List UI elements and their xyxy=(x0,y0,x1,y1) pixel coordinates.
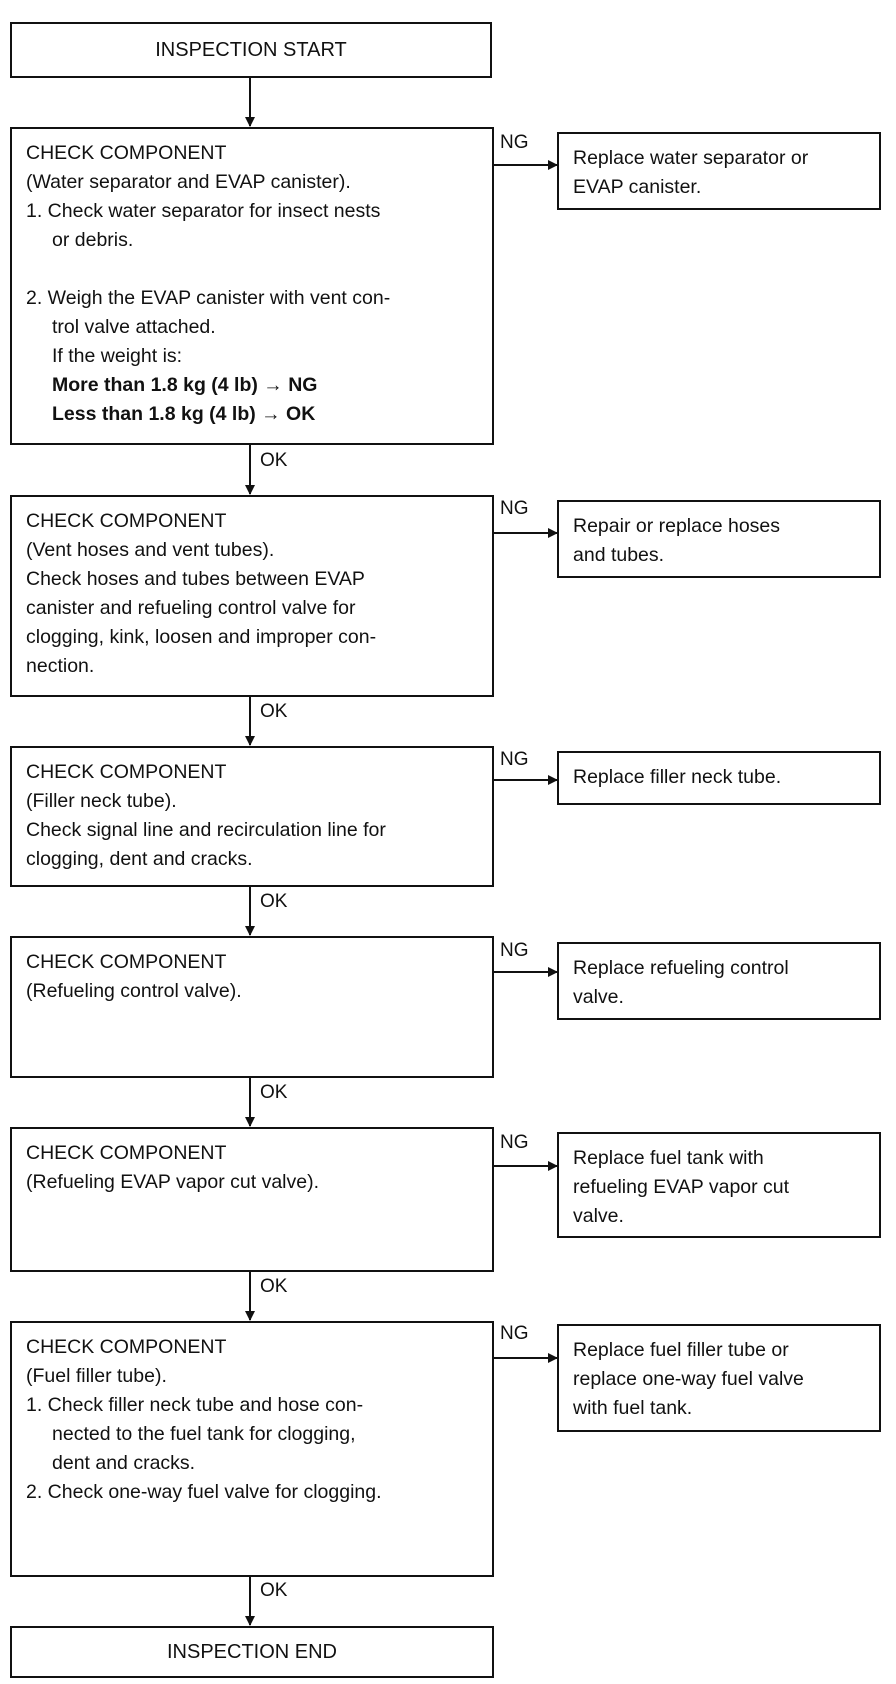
step-1-line-ng-criterion: More than 1.8 kg (4 lb) → NG xyxy=(52,374,318,396)
step-1-line: CHECK COMPONENT xyxy=(26,142,227,164)
step-6-line: dent and cracks. xyxy=(52,1452,196,1474)
ok-label-step-3: OK xyxy=(260,891,288,912)
ng-action-step-5-box xyxy=(557,1132,881,1238)
ng-action-step-6-line: replace one-way fuel valve xyxy=(573,1368,804,1390)
ng-label-step-2: NG xyxy=(500,498,529,519)
step-6-line: CHECK COMPONENT xyxy=(26,1336,227,1358)
ok-label-step-4: OK xyxy=(260,1082,288,1103)
ok-label-step-1: OK xyxy=(260,450,288,471)
step-3-line: Check signal line and recirculation line for xyxy=(26,819,386,841)
ng-action-step-1-line: Replace water separator or xyxy=(573,147,809,169)
ng-action-step-2-box xyxy=(557,500,881,578)
ng-action-step-4-line: valve. xyxy=(573,986,624,1008)
step-6-line: 1. Check filler neck tube and hose con- xyxy=(26,1394,364,1416)
ok-label-step-6: OK xyxy=(260,1580,288,1601)
ng-action-step-5-line: valve. xyxy=(573,1205,624,1227)
ng-label-step-4: NG xyxy=(500,940,529,961)
step-4-box xyxy=(10,936,494,1078)
step-2-line: (Vent hoses and vent tubes). xyxy=(26,539,275,561)
step-5-box xyxy=(10,1127,494,1272)
step-1-box xyxy=(10,127,494,445)
ng-action-step-3-line: Replace filler neck tube. xyxy=(573,766,782,788)
step-6-line: 2. Check one-way fuel valve for clogging. xyxy=(26,1481,382,1503)
ng-action-step-1-box xyxy=(557,132,881,210)
ng-action-step-6-line: with fuel tank. xyxy=(573,1397,693,1419)
ng-action-step-1-line: EVAP canister. xyxy=(573,176,702,198)
ng-action-step-2-line: and tubes. xyxy=(573,544,665,566)
step-3-line: CHECK COMPONENT xyxy=(26,761,227,783)
step-5-line: (Refueling EVAP vapor cut valve). xyxy=(26,1171,320,1193)
ok-label-step-5: OK xyxy=(260,1276,288,1297)
step-6-line: (Fuel filler tube). xyxy=(26,1365,167,1387)
ng-label-step-3: NG xyxy=(500,749,529,770)
inspection-start-box xyxy=(10,22,492,78)
step-2-box xyxy=(10,495,494,697)
ng-action-step-3-box xyxy=(557,751,881,805)
inspection-start-label: INSPECTION START xyxy=(155,38,347,61)
ok-label-step-2: OK xyxy=(260,701,288,722)
step-3-box xyxy=(10,746,494,887)
step-2-line: Check hoses and tubes between EVAP xyxy=(26,568,365,590)
step-4-line: (Refueling control valve). xyxy=(26,980,242,1002)
step-3-line: (Filler neck tube). xyxy=(26,790,177,812)
inspection-end-box xyxy=(10,1626,494,1678)
step-1-line: 2. Weigh the EVAP canister with vent con- xyxy=(26,287,391,309)
ng-label-step-6: NG xyxy=(500,1323,529,1344)
step-1-line: If the weight is: xyxy=(52,345,183,367)
ng-action-step-5-line: refueling EVAP vapor cut xyxy=(573,1176,790,1198)
step-1-line: trol valve attached. xyxy=(52,316,216,338)
ng-label-step-1: NG xyxy=(500,132,529,153)
ng-action-step-6-box xyxy=(557,1324,881,1432)
step-1-line-ok-criterion: Less than 1.8 kg (4 lb) → OK xyxy=(52,403,316,425)
step-1-line: or debris. xyxy=(52,229,134,251)
step-6-line: nected to the fuel tank for clogging, xyxy=(52,1423,356,1445)
inspection-end-label: INSPECTION END xyxy=(166,1640,338,1663)
step-2-line: clogging, kink, loosen and improper con- xyxy=(26,626,377,648)
ng-label-step-5: NG xyxy=(500,1132,529,1153)
step-1-blank-line xyxy=(26,255,478,284)
ng-action-step-5-line: Replace fuel tank with xyxy=(573,1147,764,1169)
ng-action-step-2-line: Repair or replace hoses xyxy=(573,515,781,537)
ng-action-step-6-line: Replace fuel filler tube or xyxy=(573,1339,789,1361)
step-5-line: CHECK COMPONENT xyxy=(26,1142,227,1164)
step-6-box xyxy=(10,1321,494,1577)
step-2-line: canister and refueling control valve for xyxy=(26,597,356,619)
step-2-line: nection. xyxy=(26,655,95,677)
step-1-line: 1. Check water separator for insect nests xyxy=(26,200,381,222)
step-4-line: CHECK COMPONENT xyxy=(26,951,227,973)
step-2-line: CHECK COMPONENT xyxy=(26,510,227,532)
step-3-line: clogging, dent and cracks. xyxy=(26,848,253,870)
step-1-line: (Water separator and EVAP canister). xyxy=(26,171,351,193)
ng-action-step-4-line: Replace refueling control xyxy=(573,957,789,979)
ng-action-step-4-box xyxy=(557,942,881,1020)
